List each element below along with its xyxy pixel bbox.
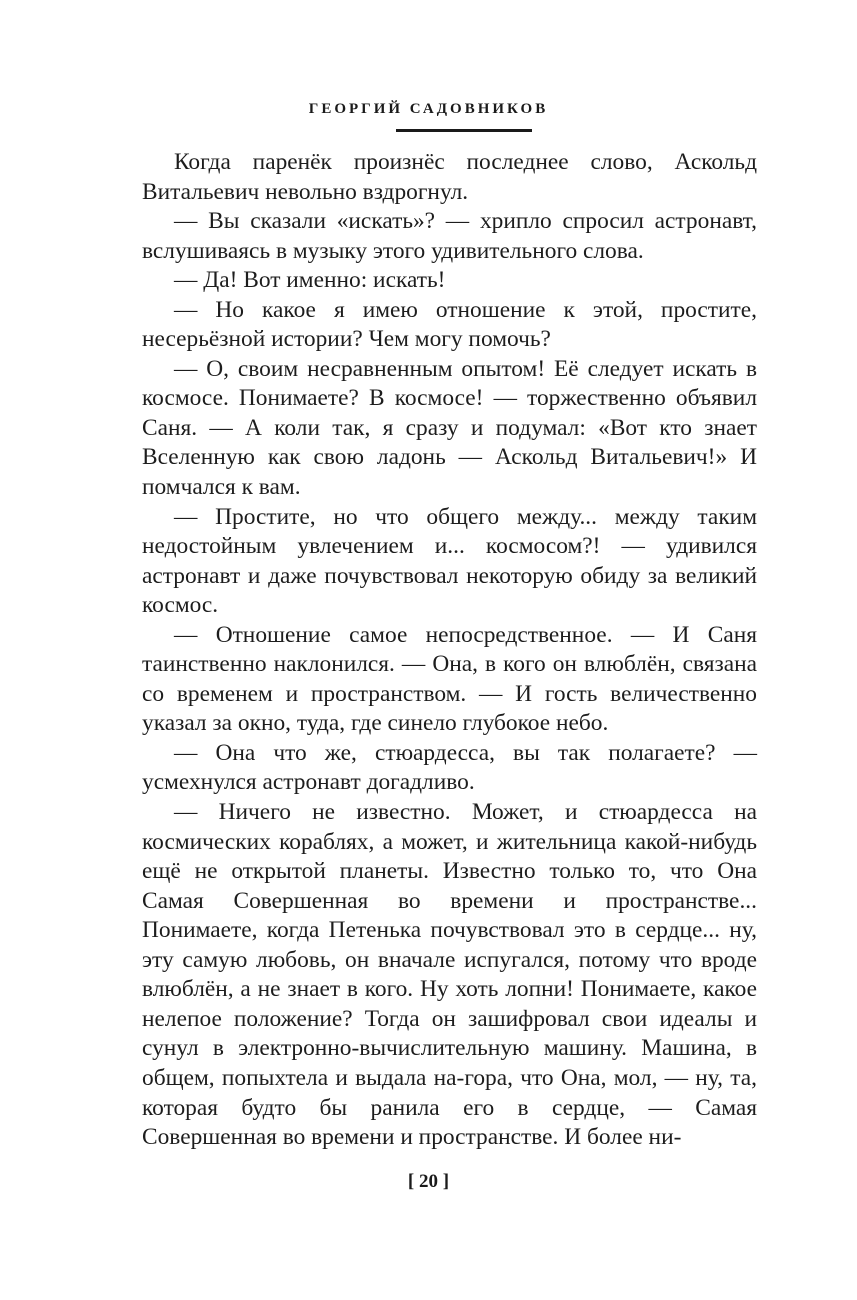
paragraph: — Вы сказали «искать»? — хрипло спросил астронавт, вслушиваясь в музыку этого удивительного слова.: [142, 208, 757, 264]
paragraph: — Она что же, стюардесса, вы так полагаете? — усмехнулся астронавт догадливо.: [142, 739, 757, 796]
paragraph: — Отношение самое непосредственное. — И Саня таинственно наклонился. — Она, в кого он влюблён, связана со временем и пространством. — И гость величественно указал за окно, туда, где синело глубокое небо.: [142, 621, 757, 737]
header-rule: [396, 129, 532, 132]
paragraph: Когда паренёк произнёс последнее слово, Аскольд Витальевич невольно вздрогнул.: [142, 149, 757, 205]
body-text: [142, 148, 757, 1153]
page-number: [ 20 ]: [407, 1171, 450, 1192]
paragraph: — О, своим несравненным опытом! Её следует искать в космосе. Понимаете? В космосе! — торжественно объявил Саня. — А коли так, я сразу и подумал: «Вот кто знает Вселенную как свою ладонь — Аскольд Витальевич!» И помчался к вам.: [142, 355, 757, 501]
running-head-author: ГЕОРГИЙ САДОВНИКОВ: [308, 101, 549, 117]
paragraph: — Простите, но что общего между... между таким недостойным увлечением и... космосом?! — удивился астронавт и даже почувствовал некоторую обиду за великий космос.: [142, 503, 757, 619]
paragraph: — Ничего не известно. Может, и стюардесса на космических кораблях, а может, и жительница какой-нибудь ещё не открытой планеты. Известно только то, что Она Самая Совершенная во времени и пространстве... Понимаете, когда Петенька почувствовал это в сердце... ну, эту самую любовь, он вначале испугался, потому что вроде влюблён, а не знает в кого. Ну хоть лопни! Понимаете, какое нелепое положение? Тогда он зашифровал свои идеалы и сунул в электронно-вычислительную машину. Машина, в общем, попыхтела и выдала на-гора, что Она, мол, — ну, та, которая будто бы ранила его в сердце, — Самая Совершенная во времени и пространстве. И более ни-: [142, 799, 757, 1151]
paragraph: — Да! Вот именно: искать!: [174, 267, 446, 294]
paragraph: — Но какое я имею отношение к этой, простите, несерьёзной истории? Чем могу помочь?: [142, 296, 757, 353]
